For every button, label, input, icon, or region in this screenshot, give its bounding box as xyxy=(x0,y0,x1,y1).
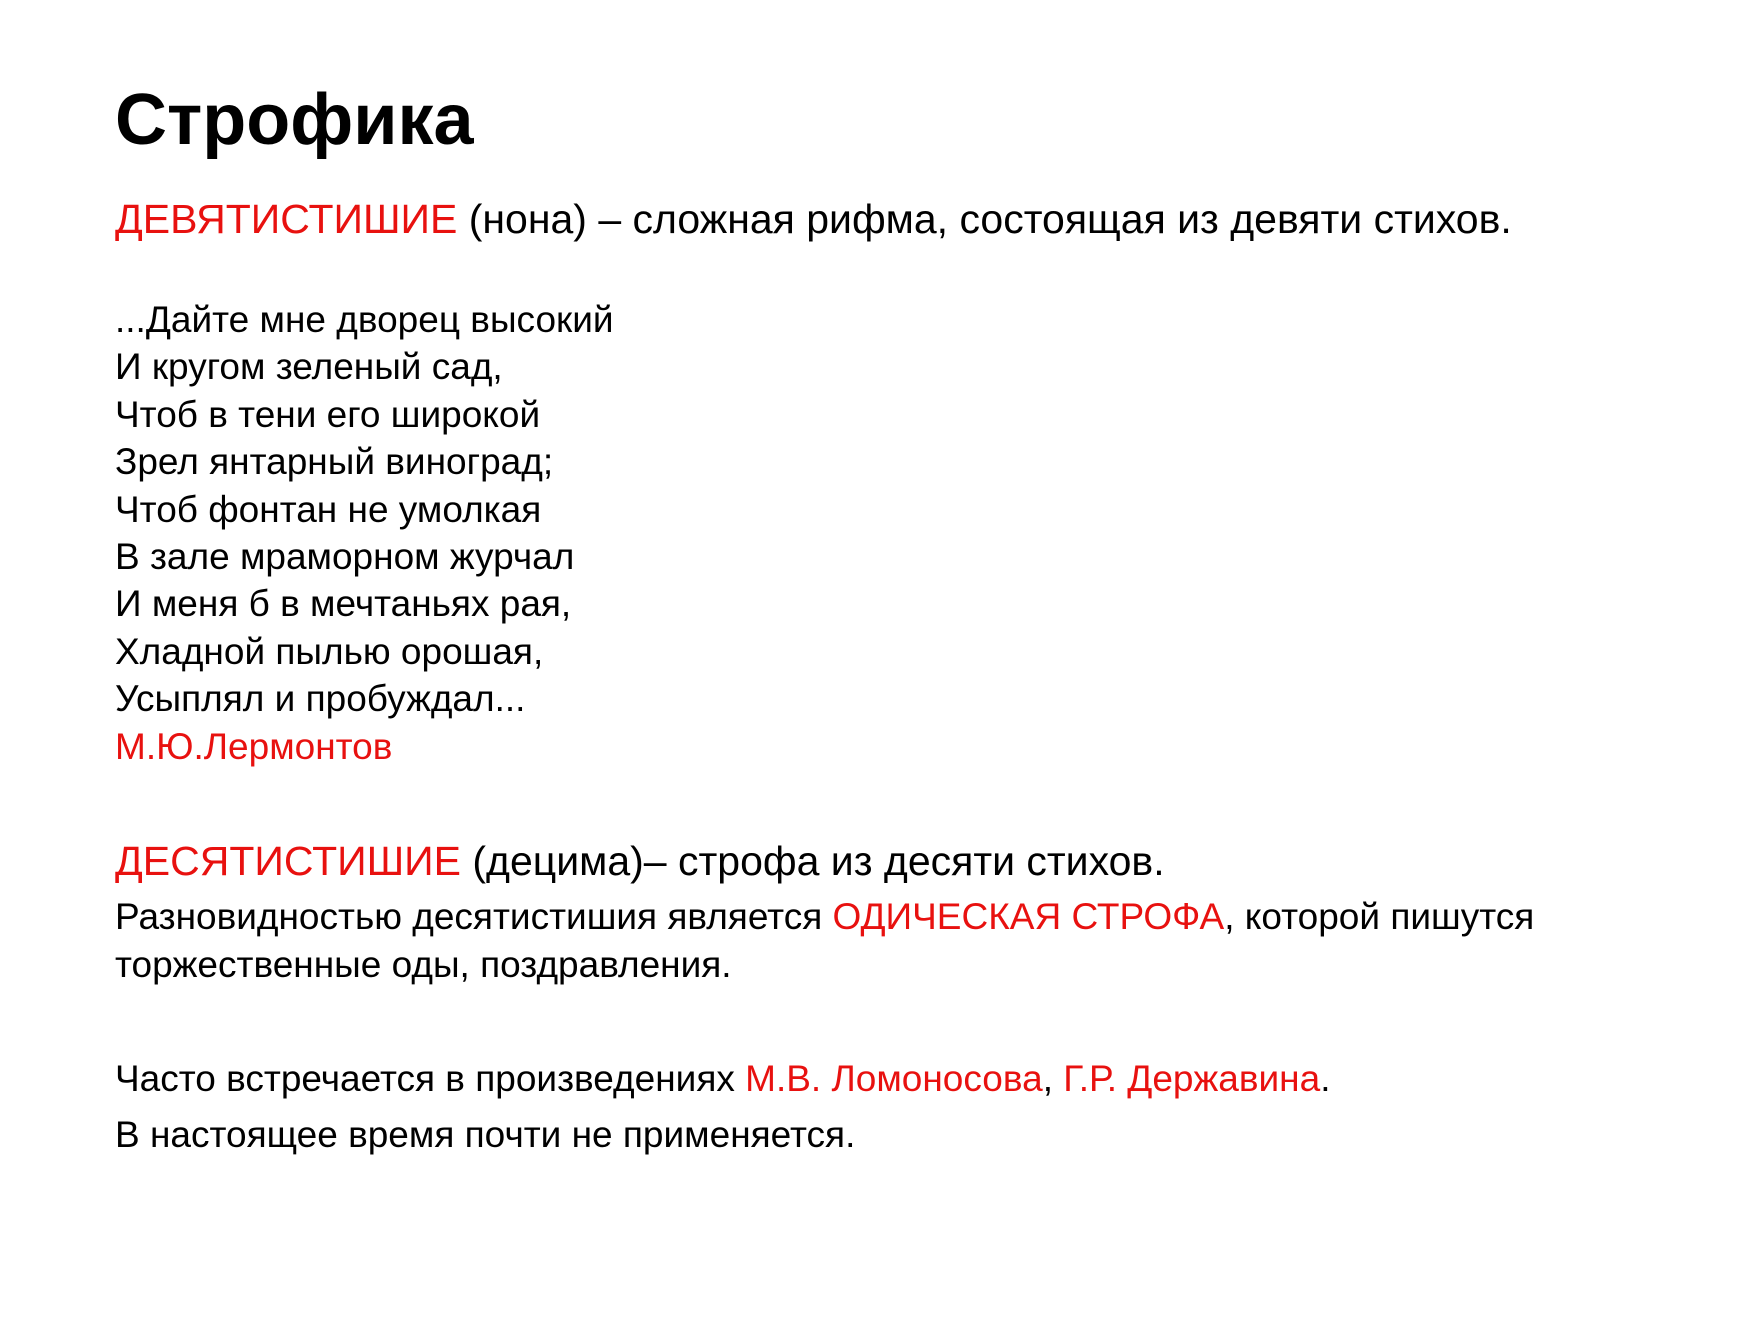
poem-line: Чтоб в тени его широкой xyxy=(115,393,541,435)
modern-usage-line: В настоящее время почти не применяется. xyxy=(115,1114,856,1155)
usage-prefix: Часто встречается в произведениях xyxy=(115,1058,746,1099)
nona-definition xyxy=(115,194,1512,244)
variety-term: ОДИЧЕСКАЯ СТРОФА xyxy=(832,896,1225,937)
decima-term: ДЕСЯТИСТИШИЕ xyxy=(115,838,461,884)
variety-prefix: Разновидностью десятистишия является xyxy=(115,896,833,937)
poem-line: В зале мраморном журчал xyxy=(115,536,575,578)
poem-line: Зрел янтарный виноград; xyxy=(115,441,554,483)
nona-definition-text: (нона) – сложная рифма, состоящая из девяти стихов. xyxy=(457,196,1512,242)
poem xyxy=(115,296,614,770)
poem-line: И меня б в мечтаньях рая, xyxy=(115,583,572,625)
nona-term: ДЕВЯТИСТИШИЕ xyxy=(115,196,458,242)
usage-separator: , xyxy=(1042,1058,1064,1099)
decima-definition-text: (децима)– строфа из десяти стихов. xyxy=(461,838,1165,884)
poem-author: М.Ю.Лермонтов xyxy=(115,725,393,767)
poem-line: Хладной пылью орошая, xyxy=(115,630,544,672)
poem-line: И кругом зеленый сад, xyxy=(115,346,503,388)
poem-line: Чтоб фонтан не умолкая xyxy=(115,488,542,530)
slide-title: Строфика xyxy=(115,80,474,160)
usage-end: . xyxy=(1320,1058,1331,1099)
variety-suffix: , которой пишутся xyxy=(1224,896,1535,937)
usage-line xyxy=(115,1056,1330,1102)
poem-line: ...Дайте мне дворец высокий xyxy=(115,299,614,340)
variety-line-2: торжественные оды, поздравления. xyxy=(115,944,732,985)
variety-line-1 xyxy=(115,894,1534,940)
decima-definition xyxy=(115,836,1165,886)
usage-author-derzhavin: Г.Р. Державина xyxy=(1063,1058,1321,1099)
usage-author-lomonosov: М.В. Ломоносова xyxy=(745,1058,1043,1099)
poem-line: Усыплял и пробуждал... xyxy=(115,678,526,720)
